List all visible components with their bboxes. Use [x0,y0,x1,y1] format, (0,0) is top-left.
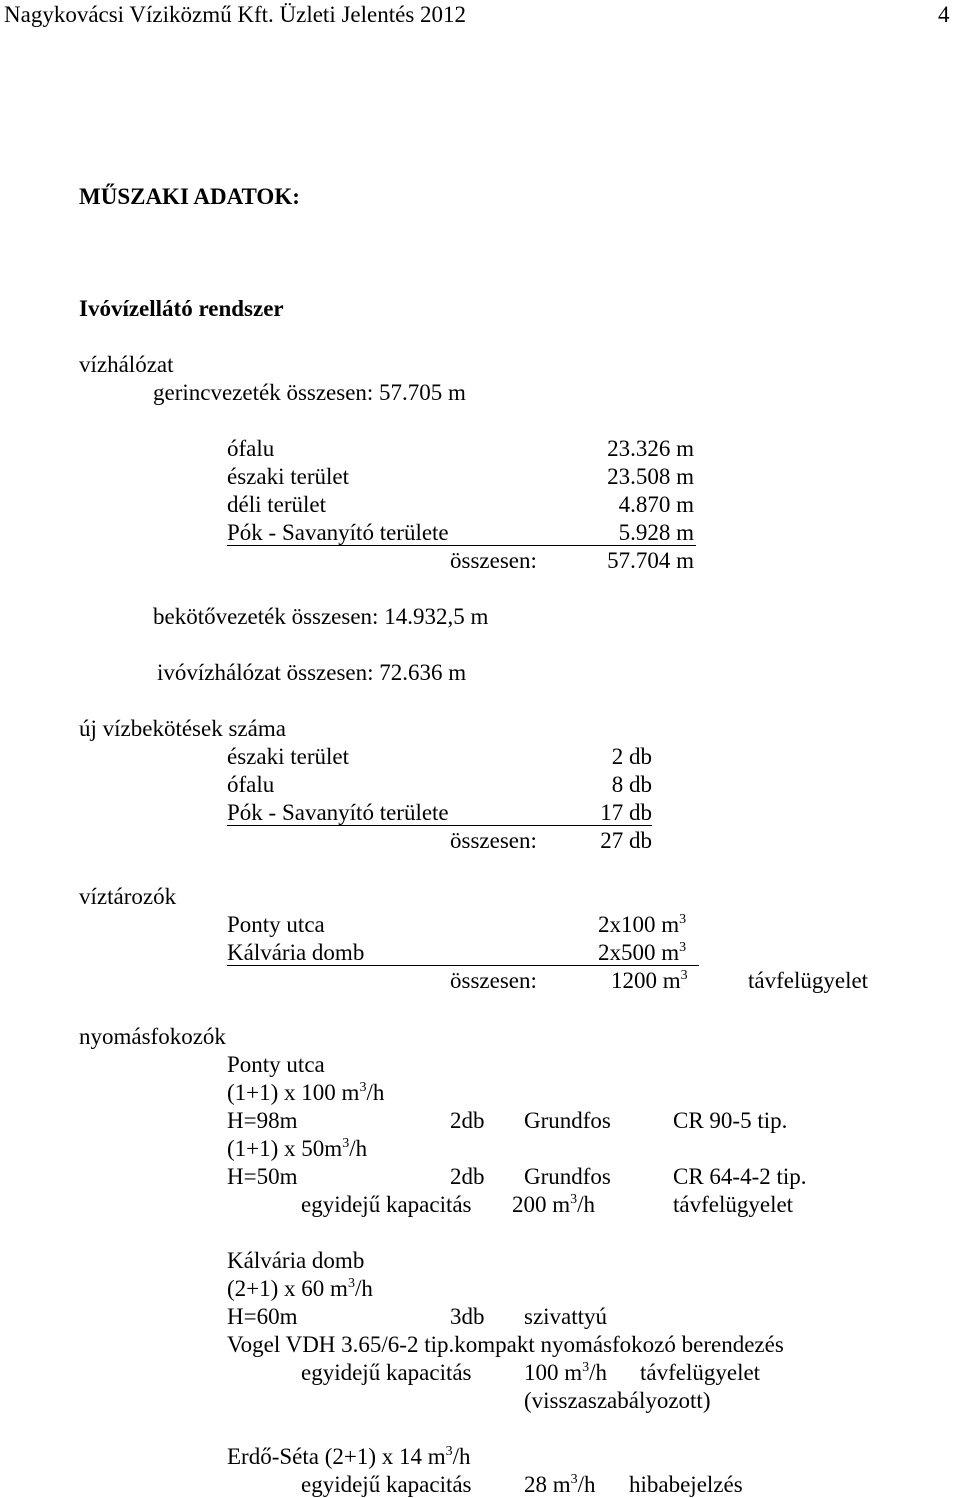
sum-underline [227,965,699,966]
pump-brand: Grundfos [524,1108,611,1133]
new-connections-label: új vízbekötések száma [79,716,286,741]
remote-monitoring-label: távfelügyelet [673,1192,794,1217]
reservoirs-label: víztározók [79,884,177,909]
connection-row-value: 17 db [600,800,652,825]
reservoir-row-name: Ponty utca [227,912,325,937]
service-line-total: bekötővezeték összesen: 14.932,5 m [153,604,489,629]
network-row-value: 23.508 m [607,464,694,489]
pump-head: H=98m [227,1108,298,1133]
boosters-label: nyomásfokozók [79,1024,226,1049]
connection-row-name: északi terület [227,744,349,769]
reservoirs-sum-label: összesen: [450,968,537,993]
connection-row-value: 8 db [611,772,652,797]
booster-config: (2+1) x 60 $m^3/h$ [227,1276,373,1301]
pump-quantity: 3db [450,1304,485,1329]
connections-sum-value: 27 db [600,828,652,853]
pump-type: CR 64-4-2 tip. [673,1164,807,1189]
capacity-label: egyidejű kapacitás [301,1360,472,1385]
capacity-value: 100 $m^3/h$ [524,1360,608,1385]
remote-monitoring-label: távfelügyelet [748,968,869,993]
reservoir-row-name: Kálvária domb [227,940,365,965]
pump-quantity: 2db [450,1108,485,1133]
connection-row-name: ófalu [227,772,275,797]
pump-quantity: 2db [450,1164,485,1189]
booster-site-name: Kálvária domb [227,1248,365,1273]
reservoir-row-value: 2x100 $m^3$ [598,912,687,937]
pump-brand: Grundfos [524,1164,611,1189]
section-title: MŰSZAKI ADATOK: [79,184,300,209]
network-row-name: északi terület [227,464,349,489]
drinking-network-total: ivóvízhálózat összesen: 72.636 m [157,660,467,685]
regulation-note: (visszaszabályozott) [524,1388,711,1413]
booster-site-name: Ponty utca [227,1052,325,1077]
remote-monitoring-label: távfelügyelet [640,1360,761,1385]
page-number: 4 [938,2,950,27]
connection-row-value: 2 db [611,744,652,769]
capacity-value: 200 $m^3/h$ [512,1192,596,1217]
pump-label: szivattyú [524,1304,608,1329]
booster-config: Erdő-Séta (2+1) x 14 $m^3/h$ [227,1444,471,1469]
pump-head: H=60m [227,1304,298,1329]
capacity-label: egyidejű kapacitás [301,1192,472,1217]
network-row-name: Pók - Savanyító területe [227,520,449,545]
connection-row-name: Pók - Savanyító területe [227,800,449,825]
network-sum-label: összesen: [450,548,537,573]
network-row-value: 5.928 m [618,520,694,545]
reservoir-row-value: 2x500 $m^3$ [598,940,687,965]
reservoirs-sum-value: 1200 $m^3$ [611,968,688,993]
booster-config: (1+1) x $50m^3/h$ [227,1136,368,1161]
network-row-name: ófalu [227,436,275,461]
network-row-value: 4.870 m [618,492,694,517]
network-sum-value: 57.704 m [607,548,694,573]
pump-type: CR 90-5 tip. [673,1108,788,1133]
network-row-value: 23.326 m [607,436,694,461]
network-label: vízhálózat [79,352,174,377]
pump-head: H=50m [227,1164,298,1189]
capacity-value: 28 $m^3/h$ [524,1472,596,1497]
sum-underline [227,825,652,826]
network-row-name: déli terület [227,492,326,517]
booster-config: (1+1) x 100 $m^3/h$ [227,1080,385,1105]
header-title: Nagykovácsi Víziközmű Kft. Üzleti Jelentés 2012 [4,2,467,27]
main-pipeline-total: gerincvezeték összesen: 57.705 m [153,380,466,405]
fault-reporting-label: hibabejelzés [629,1472,743,1497]
subsection-title: Ivóvízellátó rendszer [79,296,284,321]
capacity-label: egyidejű kapacitás [301,1472,472,1497]
booster-equipment: Vogel VDH 3.65/6-2 tip.kompakt nyomásfokozó berendezés [227,1332,784,1357]
connections-sum-label: összesen: [450,828,537,853]
sum-underline [227,545,696,546]
